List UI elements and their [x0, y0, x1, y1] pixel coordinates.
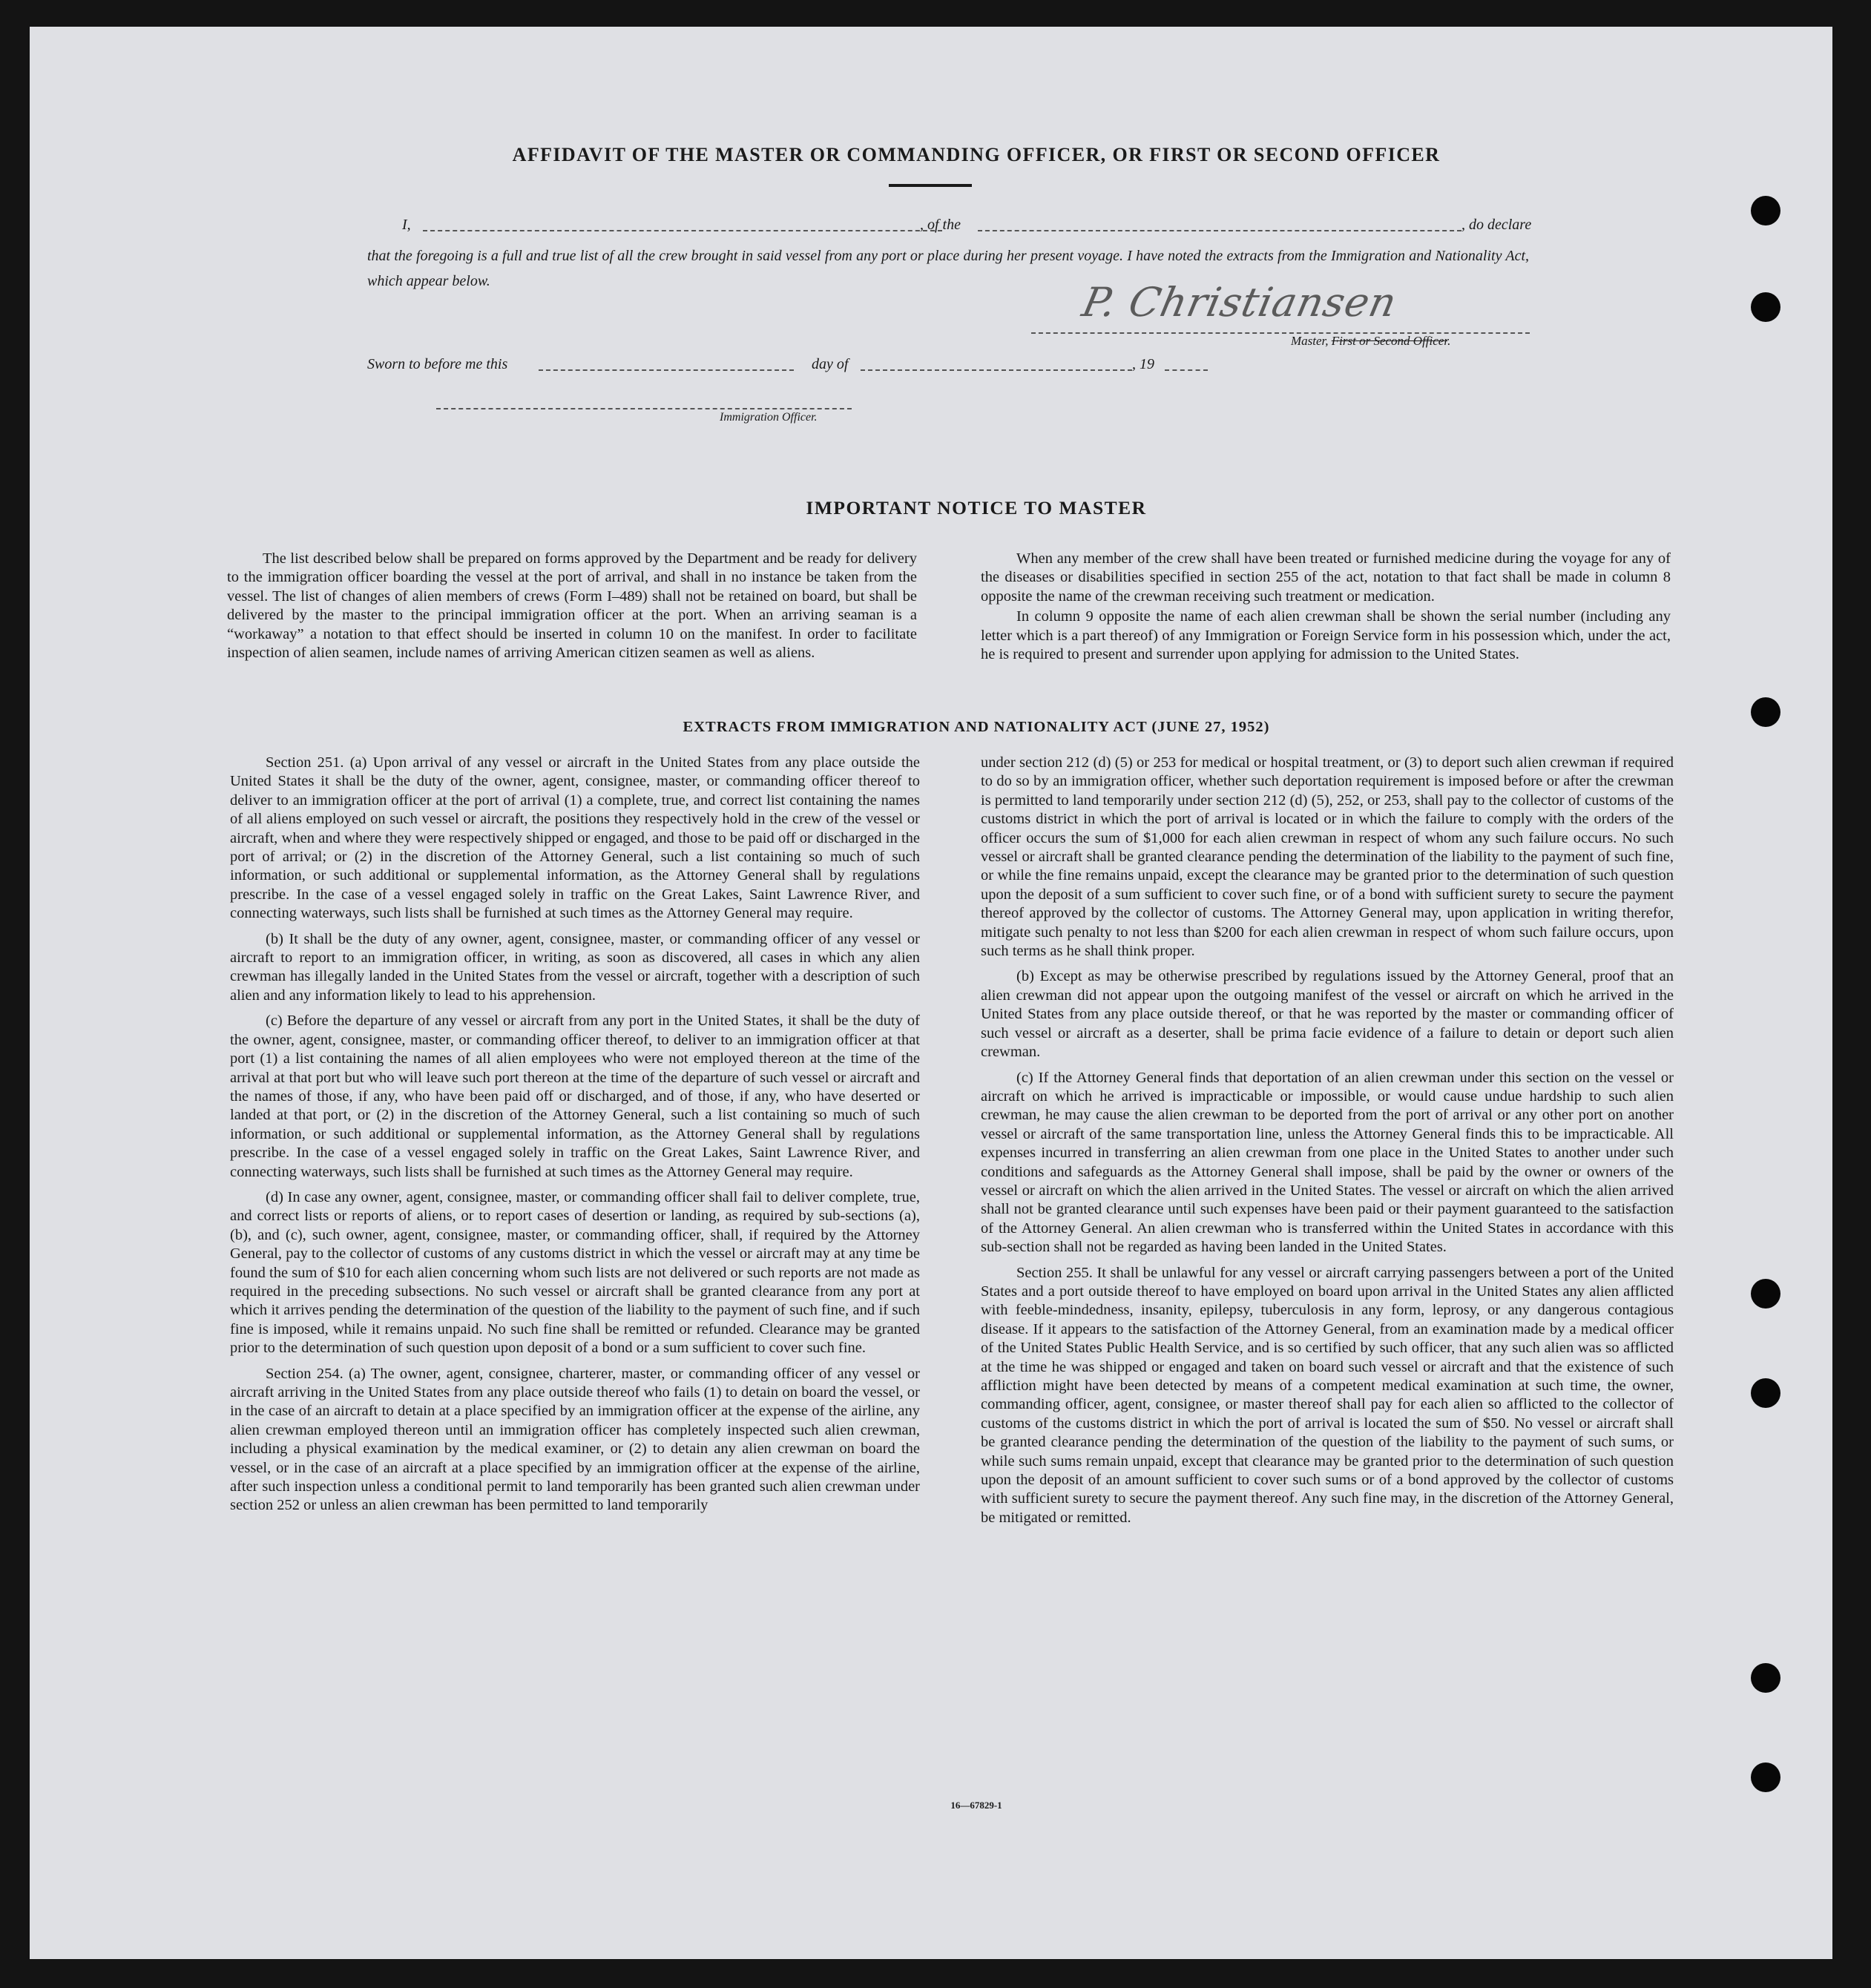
sworn-label: Sworn to before me this [367, 356, 508, 372]
month-blank-line[interactable] [861, 369, 1132, 371]
section-254-a-continued: under section 212 (d) (5) or 253 for medical or hospital treatment, or (3) to deport such alien crewman if required to do so by an immigration officer, whether such deportation requirement is imposed before or after the crewman is permitted to land temporarily under section 212 (d) (5), 252, or 253, shall pay to the collector of customs of the customs district in which the port of arrival is located or in which the failure to comply with the orders of the officer occurs the sum of $1,000 for each alien crewman in respect of whom any such failure occurs. No such vessel or aircraft shall be granted clearance pending the determination of the liability to the payment of such fine, or while the fine remains unpaid, except the clearance may be granted prior to the determination of such question upon the deposit of a sum sufficient to cover such fine, or of a bond with sufficient surety to secure the payment thereof approved by the collector of customs. The Attorney General may, upon application in writing therefor, mitigate such penalty to not less than $200 for each alien crewman in respect of whom such failure occurs, upon such terms as he shall think proper. [981, 754, 1674, 960]
caption-master: Master, [1291, 334, 1329, 348]
i-label: I, [402, 217, 411, 233]
notice-title: IMPORTANT NOTICE TO MASTER [806, 497, 1147, 519]
of-the-label: , of the [920, 217, 961, 233]
notice-right-paragraph-2: In column 9 opposite the name of each alien crewman shall be shown the serial number (including any letter which is a part thereof) of any Immigration or Foreign Service form in his possession which, under the act, he is required to present and surrender upon applying for admission to the United States. [981, 608, 1671, 663]
vessel-blank-line[interactable] [978, 230, 1461, 231]
notice-right-column [981, 550, 1671, 664]
form-number: 16—67829-1 [950, 1800, 1002, 1811]
section-251-a: Section 251. (a) Upon arrival of any vessel or aircraft in the United States from any place outside the United States it shall be the duty of the owner, agent, consignee, master, or commanding officer thereof to deliver to an immigration officer at the port of arrival (1) a complete, true, and correct list containing the names of all aliens employed on such vessel or aircraft, the positions they respectively hold in the crew of the vessel or aircraft, when and where they were respectively shipped or engaged, and those to be paid off or discharged in the port of arrival; or (2) in the discretion of the Attorney General, such a list containing so much of such information, or such additional or supplemental information, as the Attorney General shall by regulations prescribe. In the case of a vessel engaged solely in traffic on the Great Lakes, Saint Lawrence River, and connecting waterways, such lists shall be furnished at such times as the Attorney General may require. [230, 754, 920, 922]
year-label: , 19 [1132, 356, 1154, 372]
binder-hole [1751, 1378, 1780, 1408]
document-page [30, 27, 1832, 1959]
section-251-c: (c) Before the departure of any vessel or aircraft from any port in the United States, it shall be the duty of the owner, agent, consignee, master, or commanding officer thereof, to deliver to an immigration officer at that port (1) a list containing the names of all alien employees who were not employed thereon at the time of the arrival at that port but who will leave such port thereon at the time of the departure of such vessel or aircraft and the names of those, if any, who have been paid off or discharged, and of those, if any, who have deserted or landed at that port, or (2) in the discretion of the Attorney General, such a list containing so much of such information, or such additional or supplemental information, as the Attorney General shall by regulations prescribe. In the case of a vessel engaged solely in traffic on the Great Lakes, Saint Lawrence River, and connecting waterways, such lists shall be furnished at such times as the Attorney General may require. [230, 1013, 920, 1180]
notice-left-column [227, 550, 917, 662]
notice-right-paragraph-1: When any member of the crew shall have been treated or furnished medicine during the voyage for any of the diseases or disabilities specified in section 255 of the act, notation to that fact shall be made in column 8 opposite the name of the crewman receiving such treatment or medication. [981, 550, 1671, 605]
officer-signature-line[interactable] [436, 408, 852, 409]
extracts-title: EXTRACTS FROM IMMIGRATION AND NATIONALITY ACT (JUNE 27, 1952) [683, 719, 1270, 735]
signature-caption [1291, 334, 1450, 349]
binder-hole [1751, 1762, 1780, 1792]
affidavit-statement: that the foregoing is a full and true list of all the crew brought in said vessel from any port or place during her present voyage. I have noted the extracts from the Immigration and Nationality Act, which appear below. [367, 248, 1529, 289]
officer-caption: Immigration Officer. [720, 411, 818, 424]
extracts-right-column [981, 754, 1674, 1527]
binder-hole [1751, 697, 1780, 727]
section-255: Section 255. It shall be unlawful for any vessel or aircraft carrying passengers between a port of the United States and a port outside thereof to have employed on board upon arrival in the United States any alien afflicted with feeble-mindedness, insanity, epilepsy, tuberculosis in any form, leprosy, or any dangerous contagious disease. If it appears to the satisfaction of the Attorney General, from an examination made by a medical officer of the United States Public Health Service, and is so certified by such officer, that any such alien was so afflicted at the time he was shipped or engaged and taken on board such vessel or aircraft and that the existence of such affliction might have been detected by means of a competent medical examination at such time, the owner, commanding officer, agent, consignee, or master thereof shall pay for each alien so afflicted to the collector of customs of the customs district in which the port of arrival is located the sum of $50. No vessel or aircraft shall be granted clearance pending the determination of the question of the liability to the payment of such sums, or while such sums remain unpaid, except that clearance may be granted prior to the determination of such question upon the deposit of an amount sufficient to cover such sums or of a bond approved by the collector of customs with sufficient surety to secure the payment thereof. Any such fine may, in the discretion of the Attorney General, be mitigated or remitted. [981, 1264, 1674, 1526]
section-251-d: (d) In case any owner, agent, consignee, master, or commanding officer shall fail to deliver complete, true, and correct lists or reports of aliens, or to report cases of desertion or landing, as required by sub-sections (a), (b), and (c), such owner, agent, consignee, master, or commanding officer, shall, if required by the Attorney General, pay to the collector of customs of any customs district in which the vessel or aircraft may at any time be found the sum of $10 for each alien concerning whom such lists are not delivered or such reports are not made as required in the preceding subsections. No such vessel or aircraft shall be granted clearance from any port at which it arrives pending the determination of the question of the liability to the payment of such fine, and if such fine is imposed, while it remains unpaid. No such fine shall be remitted or refunded. Clearance may be granted prior to the determination of such question upon deposit of a bond or a sum sufficient to cover such fine. [230, 1188, 920, 1357]
caption-struck: First or Second Officer [1331, 334, 1448, 348]
binder-hole [1751, 196, 1780, 226]
section-254-c: (c) If the Attorney General finds that deportation of an alien crewman under this section on the vessel or aircraft on which he arrived is impracticable or impossible, or would cause undue hardship to such alien crewman, he may cause the alien crewman to be deported from the port of arrival or any other port on another vessel or aircraft of the same transportation line, unless the Attorney General finds this to be impracticable. All expenses incurred in transferring an alien crewman from one place in the United States to another under such conditions and safeguards as the Attorney General shall impose, shall be paid by the owner or owners of the vessel or aircraft on which the alien arrived in the United States. The vessel or aircraft on which the alien arrived shall not be granted clearance until such expenses have been paid or their payment guaranteed to the satisfaction of the Attorney General. An alien crewman who is transferred within the United States in accordance with this sub-section shall not be regarded as having been landed in the United States. [981, 1069, 1674, 1256]
extracts-left-column [230, 754, 920, 1515]
section-254-a: Section 254. (a) The owner, agent, consignee, charterer, master, or commanding officer of any vessel or aircraft arriving in the United States from any place outside thereof who fails (1) to detain on board the vessel, or in the case of an aircraft to detain at a place specified by an immigration officer at the expense of the airline, any alien crewman employed thereon until an immigration officer has completely inspected such alien crewman, including a physical examination by the medical examiner, or (2) to detain any alien crewman on board the vessel, or in the case of an aircraft at a place specified by an immigration officer at the expense of the airline, after such inspection unless a conditional permit to land temporarily has been granted such alien crewman under section 252 or unless an alien crewman has been permitted to land temporarily [230, 1365, 920, 1514]
notice-left-paragraph: The list described below shall be prepared on forms approved by the Department and be ready for delivery to the immigration officer boarding the vessel at the port of arrival, and shall in no instance be taken from the vessel. The list of changes of alien members of crews (Form I–489) shall not be retained on board, but shall be delivered by the master to the principal immigration officer at the port. When an arriving seaman is a “workaway” a notation to that effect should be inserted in column 10 on the manifest. In order to facilitate inspection of alien seamen, include names of arriving American citizen seamen as well as aliens. [227, 550, 917, 662]
title-rule [889, 184, 972, 187]
affidavit-title: AFFIDAVIT OF THE MASTER OR COMMANDING OFFICER, OR FIRST OR SECOND OFFICER [512, 144, 1441, 165]
binder-hole [1751, 1279, 1780, 1309]
binder-hole [1751, 1663, 1780, 1693]
section-254-b: (b) Except as may be otherwise prescribed by regulations issued by the Attorney General, proof that an alien crewman did not appear upon the outgoing manifest of the vessel or aircraft on which he arrived in the United States from any place outside thereof, or that he was reported by the master or commanding officer of such vessel or aircraft as a deserter, shall be prima facie evidence of a failure to detain or deport such alien crewman. [981, 968, 1674, 1061]
day-blank-line[interactable] [539, 369, 794, 371]
signature-line[interactable] [1031, 332, 1530, 334]
binder-hole [1751, 292, 1780, 322]
do-declare-label: , do declare [1461, 217, 1532, 233]
day-of-label: day of [812, 356, 849, 372]
section-251-b: (b) It shall be the duty of any owner, agent, consignee, master, or commanding officer of any vessel or aircraft to report to an immigration officer, in writing, as soon as discovered, all cases in which any alien crewman has illegally landed in the United States from the vessel or aircraft, together with a description of such alien and any information likely to lead to his apprehension. [230, 930, 920, 1004]
caption-end: . [1447, 334, 1451, 348]
master-signature: P. Christiansen [1078, 279, 1401, 326]
name-blank-line[interactable] [423, 230, 942, 231]
year-blank-line[interactable] [1165, 369, 1208, 371]
